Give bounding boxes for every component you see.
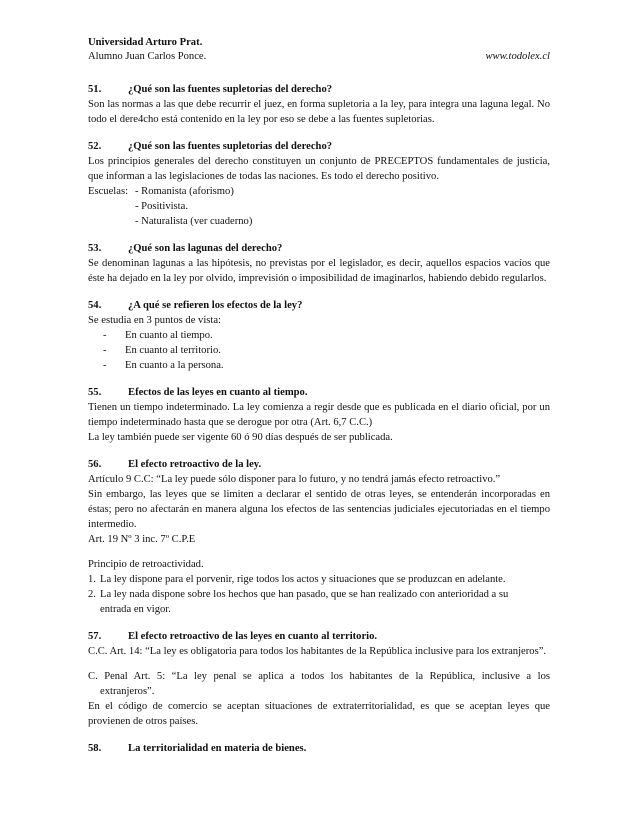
- header-site: www.todolex.cl: [485, 51, 550, 62]
- section-title: El efecto retroactivo de las leyes en cuanto al territorio.: [128, 631, 378, 642]
- section-number: 58.: [88, 743, 102, 754]
- school-item: - Naturalista (ver cuaderno): [135, 216, 253, 227]
- section-57-text2: C. Penal Art. 5: “La ley penal se aplica a todos los habitantes de la República, inclusive a los: [88, 671, 550, 682]
- section-54-text: Se estudia en 3 puntos de vista:: [88, 315, 221, 326]
- section-57-text3: En el código de comercio se aceptan situaciones de extraterritorialidad, es que se aceptan leyes que provienen de otros países.: [88, 701, 550, 727]
- section-51-heading: [88, 82, 550, 97]
- section-56-text3: Art. 19 Nº 3 inc. 7º C.P.E: [88, 534, 196, 545]
- list-item: - En cuanto al territorio.: [103, 345, 221, 356]
- section-title: ¿A qué se refieren los efectos de la ley?: [128, 300, 303, 311]
- numbered-item-text: La ley dispone para el porvenir, rige todos los actos y situaciones que se produzcan en adelante.: [100, 574, 506, 585]
- section-52-heading: [88, 139, 550, 154]
- school-item: - Positivista.: [135, 201, 188, 212]
- section-title: ¿Qué son las lagunas del derecho?: [128, 243, 283, 254]
- schools-label: Escuelas:: [88, 186, 129, 197]
- section-54-heading: [88, 298, 550, 313]
- principle-heading: Principio de retroactividad.: [88, 559, 204, 570]
- section-title: El efecto retroactivo de la ley.: [128, 459, 262, 470]
- section-53-heading: [88, 241, 550, 256]
- schools-row: [88, 184, 550, 199]
- document-body: [88, 82, 550, 756]
- section-56-heading: [88, 457, 550, 472]
- section-number: 51.: [88, 84, 102, 95]
- list-item-text: En cuanto al tiempo.: [125, 330, 213, 341]
- list-item: - En cuanto a la persona.: [103, 360, 224, 371]
- section-55-text2: La ley también puede ser vigente 60 ó 90 días después de ser publicada.: [88, 432, 393, 443]
- section-number: 53.: [88, 243, 102, 254]
- section-55-text: Tienen un tiempo indeterminado. La ley comienza a regir desde que es publicada en el diario oficial, por un tiempo indeterminado hasta que se derogue por otra (Art. 6,7 C.C.): [88, 402, 550, 428]
- section-number: 54.: [88, 300, 102, 311]
- section-57-text: C.C. Art. 14: “La ley es obligatoria para todos los habitantes de la República inclusive para los extranjeros”.: [88, 646, 547, 657]
- section-number: 52.: [88, 141, 102, 152]
- numbered-item-continuation: entrada en vigor.: [100, 604, 171, 615]
- section-53-text: Se denominan lagunas a las hipótesis, no previstas por el legislador, es decir, aquellos espacios vacíos que éste ha dejado en la ley por olvido, imprevisión o imposibilidad de imaginarlos, habiendo debido regularlos.: [88, 258, 550, 284]
- school-item: - Romanista (aforismo): [135, 186, 234, 197]
- section-56-text: Artículo 9 C.C: “La ley puede sólo disponer para lo futuro, y no tendrá jamás efecto retroactivo.”: [88, 474, 501, 485]
- header-student: Alumno Juan Carlos Ponce.: [88, 51, 207, 62]
- numbered-item: 2. La ley nada dispone sobre los hechos que han pasado, que se han realizado con anterioridad a su: [88, 589, 509, 600]
- section-title: ¿Qué son las fuentes supletorias del derecho?: [128, 84, 333, 95]
- section-55-heading: [88, 385, 550, 400]
- section-number: 55.: [88, 387, 102, 398]
- numbered-item-text: La ley nada dispone sobre los hechos que han pasado, que se han realizado con anterioridad a su: [100, 589, 509, 600]
- list-item: - En cuanto al tiempo.: [103, 330, 213, 341]
- section-51-text: Son las normas a las que debe recurrir el juez, en forma supletoria a la ley, para integra una laguna legal. No todo el dere4cho está contenido en la ley por eso se debe a las fuentes supletorias.: [88, 99, 550, 125]
- section-number: 57.: [88, 631, 102, 642]
- section-57-text2-continuation: extranjeros”.: [100, 686, 155, 697]
- header-university: Universidad Arturo Prat.: [88, 37, 203, 48]
- section-52-text: Los principios generales del derecho constituyen un conjunto de PRECEPTOS fundamentales de justicia, que informan a las legislaciones de todas las naciones. Es todo el derecho positivo.: [88, 156, 550, 182]
- section-title: ¿Qué son las fuentes supletorias del derecho?: [128, 141, 333, 152]
- list-item-text: En cuanto al territorio.: [125, 345, 221, 356]
- list-item-text: En cuanto a la persona.: [125, 360, 224, 371]
- section-58-heading: [88, 741, 550, 756]
- header-line: [88, 50, 550, 63]
- section-title: La territorialidad en materia de bienes.: [128, 743, 307, 754]
- section-57-heading: [88, 629, 550, 644]
- section-56-text2: Sin embargo, las leyes que se limiten a declarar el sentido de otras leyes, se entenderán incorporadas en éstas; pero no afectarán en manera alguna los efectos de las sentencias judiciales ejecutoriadas en el tiempo intermedio.: [88, 489, 550, 530]
- numbered-item: 1. La ley dispone para el porvenir, rige todos los actos y situaciones que se produzcan en adelante.: [88, 574, 506, 585]
- section-number: 56.: [88, 459, 102, 470]
- section-title: Efectos de las leyes en cuanto al tiempo.: [128, 387, 308, 398]
